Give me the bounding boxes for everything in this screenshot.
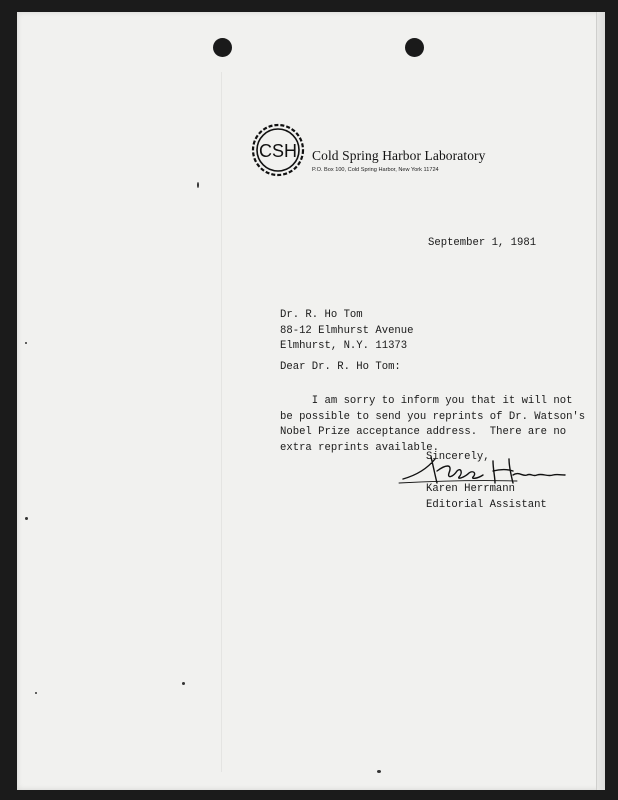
scan-speck	[35, 692, 37, 694]
scan-speck	[197, 182, 199, 188]
recipient-street: 88-12 Elmhurst Avenue	[280, 324, 414, 337]
letterhead	[250, 122, 530, 182]
scan-speck	[25, 517, 28, 520]
csh-logo-icon	[250, 122, 306, 178]
page-edge-shadow	[596, 12, 605, 790]
body-line: Nobel Prize acceptance address. There are no	[280, 426, 567, 438]
scan-fold-line	[221, 72, 222, 772]
signer-block	[426, 482, 547, 513]
recipient-name: Dr. R. Ho Tom	[280, 309, 363, 321]
punch-hole-right	[405, 38, 424, 57]
body-line: extra reprints available.	[280, 441, 439, 454]
closing: Sincerely,	[426, 451, 490, 463]
recipient-city: Elmhurst, N.Y. 11373	[280, 340, 408, 352]
letter-date: September 1, 1981	[428, 237, 537, 249]
signer-name: Karen Herrmann	[426, 483, 516, 495]
body-line: be possible to send you reprints of Dr. Watson's	[280, 410, 586, 423]
letter-page	[17, 12, 605, 790]
organization-address: P.O. Box 100, Cold Spring Harbor, New York 11724	[312, 167, 439, 173]
signer-title: Editorial Assistant	[426, 498, 547, 511]
salutation: Dear Dr. R. Ho Tom:	[280, 361, 401, 373]
punch-hole-left	[213, 38, 232, 57]
body-line: I am sorry to inform you that it will not	[280, 395, 573, 407]
scan-speck	[25, 342, 27, 344]
organization-name: Cold Spring Harbor Laboratory	[312, 148, 486, 163]
logo-text: CSH	[258, 141, 298, 161]
scan-speck	[377, 770, 381, 773]
scan-speck	[182, 682, 185, 685]
recipient-address	[280, 308, 414, 355]
letter-body	[280, 394, 585, 456]
